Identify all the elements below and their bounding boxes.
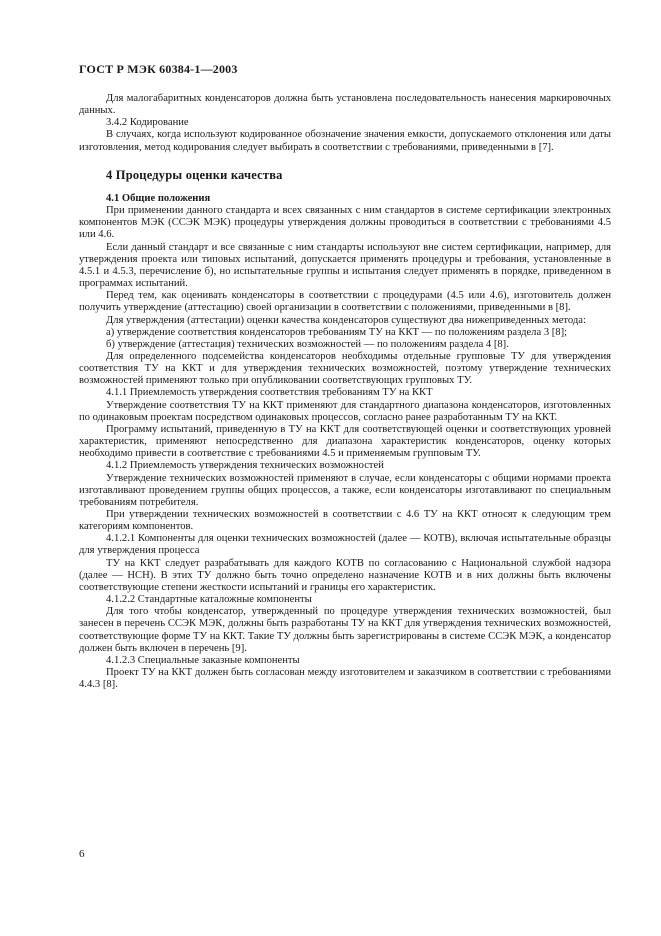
paragraph: Для утверждения (аттестации) оценки качества конденсаторов существуют два нижеприведенных метода:: [106, 314, 586, 326]
paragraph: Утверждение соответствия ТУ на ККТ применяют для стандартного диапазона конденсаторов, изготовленных по одинаковым проектам посредством одинаковых процессов, согласно ранее разработанным ТУ на ККТ.: [79, 399, 611, 423]
paragraph: ТУ на ККТ следует разрабатывать для каждого КОТВ по согласованию с Национальной службой надзора (далее — НСН). В этих ТУ должно быть точно определено назначение КОТВ и в них должны быть включены соответствующие степени жесткости испытаний и границы его характеристик.: [79, 557, 611, 593]
paragraph: При утверждении технических возможностей в соответствии с 4.6 ТУ на ККТ относят к следующим трем категориям компонентов.: [79, 509, 611, 533]
section-heading-4: 4 Процедуры оценки качества: [106, 167, 283, 182]
subsection-heading-4-1-2-1: 4.1.2.1 Компоненты для оценки технических возможностей (далее — КОТВ), включая испытательные образцы для утверждения процесса: [79, 533, 611, 557]
paragraph: Для малогабаритных конденсаторов должна быть установлена последовательность нанесения маркировочных данных.: [79, 93, 611, 117]
paragraph: В случаях, когда используют кодированное обозначение значения емкости, допускаемого отклонения или даты изготовления, метод кодирования следует выбирать в соответствии с требованиями, приведенными в [7].: [79, 129, 611, 153]
paragraph: Если данный стандарт и все связанные с ним стандарты используют вне систем сертификации, например, для утверждения проекта или типовых испытаний, допускается применять процедуры и требования, установленные в 4.5.1 и 4.5.3, перечисление б), но испытательные группы и испытания следует применять в порядке, приведенном в программах испытаний.: [79, 241, 611, 290]
subsection-heading-3-4-2: 3.4.2 Кодирование: [106, 117, 189, 129]
standard-header: ГОСТ Р МЭК 60384-1—2003: [79, 62, 238, 76]
paragraph: Для того чтобы конденсатор, утвержденный по процедуре утверждения технических возможностей, был занесен в перечень ССЭК МЭК, должны быть разработаны ТУ на ККТ для утверждения технических возможностей, соответствующие форме ТУ на ККТ. Такие ТУ должны быть зарегистрированы в системе ССЭК МЭК, а конденсатор должен быть включен в перечень [9].: [79, 606, 611, 654]
list-item-a: а) утверждение соответствия конденсаторов требованиям ТУ на ККТ — по положениям раздела 3 [8];: [106, 326, 568, 338]
subsection-heading-4-1-2: 4.1.2 Приемлемость утверждения технических возможностей: [106, 460, 384, 472]
paragraph: Перед тем, как оценивать конденсаторы в соответствии с процедурами (4.5 или 4.6), изготовитель должен получить утверждение (аттестацию) своей организации в соответствии с положениями, приведенными в [8].: [79, 290, 611, 314]
paragraph: Для определенного подсемейства конденсаторов необходимы отдельные групповые ТУ для утверждения соответствия ТУ на ККТ и для утверждения технических возможностей, поэтому утверждение технических возможностей применяют только при опубликовании соответствующих групповых ТУ.: [79, 350, 611, 387]
subsection-heading-4-1-2-2: 4.1.2.2 Стандартные каталожные компоненты: [106, 594, 312, 606]
list-item-b: б) утверждение (аттестация) технических возможностей — по положениям раздела 4 [8].: [106, 338, 509, 350]
page-number: 6: [79, 848, 85, 860]
paragraph: При применении данного стандарта и всех связанных с ним стандартов в системе сертификации электронных компонентов МЭК (ССЭК МЭК) процедуры утверждения должны проводиться в соответствии с требованиями 4.5 или 4.6.: [79, 205, 611, 241]
section-heading-4-1: 4.1 Общие положения: [106, 192, 211, 204]
paragraph: Утверждение технических возможностей применяют в случае, если конденсаторы с общими нормами проекта изготавливают проведением группы общих процессов, а также, если конденсаторы изготавливают по специальным требованиям потребителя.: [79, 472, 611, 508]
subsection-heading-4-1-1: 4.1.1 Приемлемость утверждения соответствия требованиям ТУ на ККТ: [106, 387, 433, 399]
paragraph: Программу испытаний, приведенную в ТУ на ККТ для соответствующей оценки и соответствующих уровней характеристик, применяют непосредственно для диапазона характеристик конденсаторов, оценку которых необходимо привести в соответствие с требованиями 4.5 и применяемым групповым ТУ.: [79, 423, 611, 460]
page-body: [79, 93, 611, 691]
subsection-heading-4-1-2-3: 4.1.2.3 Специальные заказные компоненты: [106, 654, 300, 666]
paragraph: Проект ТУ на ККТ должен быть согласован между изготовителем и заказчиком в соответствии с требованиями 4.4.3 [8].: [79, 667, 611, 691]
